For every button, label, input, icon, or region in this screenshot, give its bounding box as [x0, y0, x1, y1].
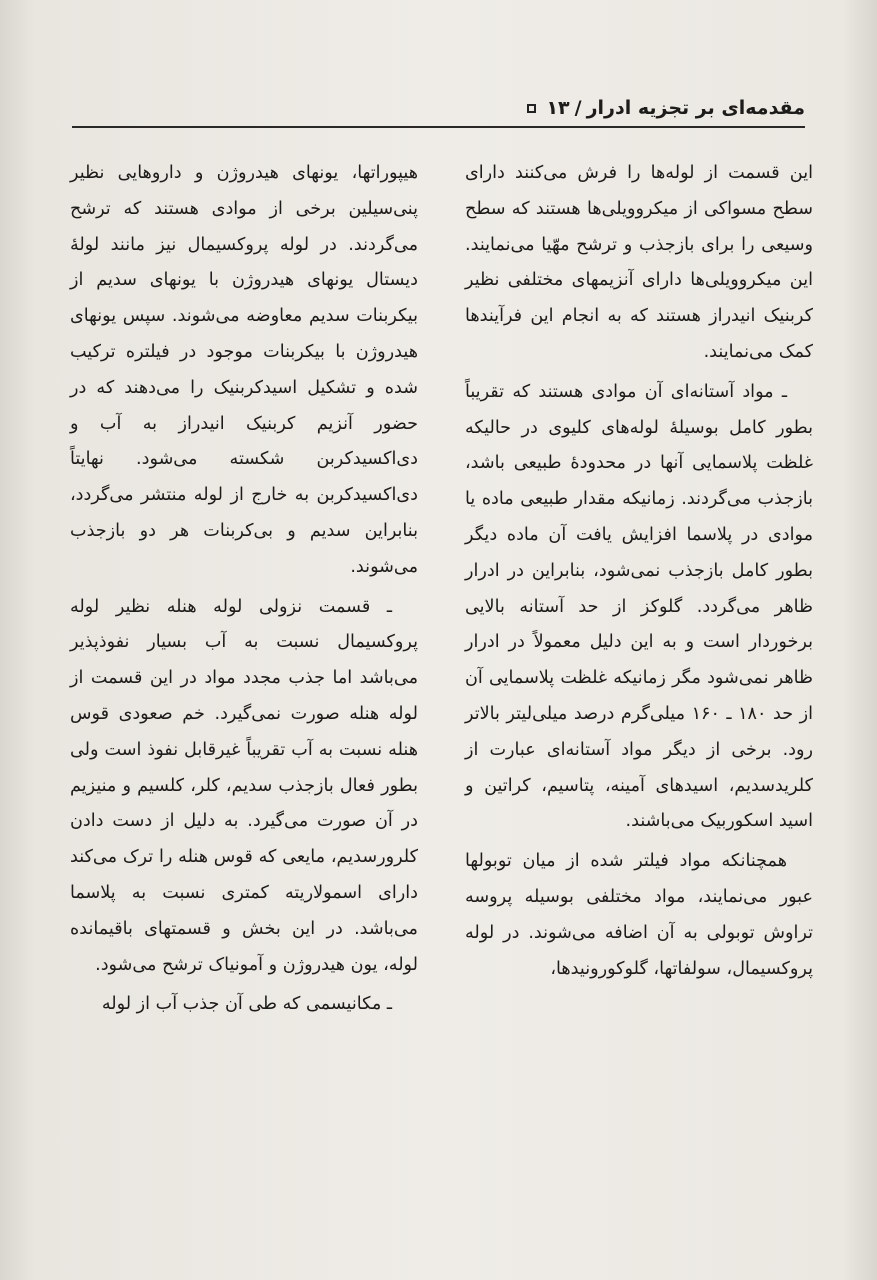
text-column-left — [70, 156, 418, 1023]
header-separator: / — [574, 97, 582, 119]
running-header-title: مقدمه‌ای بر تجزیه ادرار — [586, 97, 805, 119]
paragraph: ـ مواد آستانه‌ای آن موادی هستند که تقریباً بطور کامل بوسیلهٔ لوله‌های کلیوی در حالیکه غلظت پلاسمایی آنها در محدودهٔ طبیعی باشد، بازجذب می‌گردند. زمانیکه مقدار طبیعی ماده یا موادی در پلاسما افزایش یافت آن ماده دیگر بطور کامل بازجذب نمی‌شود، بنابراین در ادرار ظاهر می‌گردد. گلوکز از حد آستانه بالایی برخوردار است و به این دلیل معمولاً در ادرار ظاهر نمی‌شود مگر زمانیکه غلظت پلاسمایی آن از حد ۱۸۰ ـ ۱۶۰ میلی‌گرم درصد میلی‌لیتر بالاتر رود. برخی از دیگر مواد آستانه‌ای عبارت از کلریدسدیم، اسیدهای آمینه، پتاسیم، کراتین و اسید اسکوربیک می‌باشند. — [465, 381, 813, 832]
paragraph: همچنانکه مواد فیلتر شده از میان توبولها عبور می‌نمایند، مواد مختلفی بوسیله پروسه تراوش توبولی به آن اضافه می‌شوند. در لوله پروکسیمال، سولفاتها، گلوکورونیدها، — [465, 851, 813, 979]
running-header — [72, 90, 805, 126]
text-column-right — [465, 156, 813, 987]
paragraph: ـ قسمت نزولی لوله هنله نظیر لوله پروکسیمال نسبت به آب بسیار نفوذپذیر می‌باشد اما جذب مجدد مواد در این قسمت از لوله هنله صورت نمی‌گیرد. خم صعودی قوس هنله نسبت به آب تقریباً غیرقابل نفوذ است ولی بطور فعال بازجذب سدیم، کلر، کلسیم و منیزیم در آن صورت می‌گیرد. به دلیل از دست دادن کلرورسدیم، مایعی که قوس هنله را ترک می‌کند دارای اسمولاریته کمتری نسبت به پلاسما می‌باشد. در این بخش و قسمتهای باقیمانده لوله، یون هیدروژن و آمونیاک ترشح می‌شود. — [70, 596, 418, 975]
paragraph: این قسمت از لوله‌ها را فرش می‌کنند دارای سطح مسواکی از میکروویلی‌ها هستند که سطح وسیعی را برای بازجذب و ترشح مهّیا می‌نمایند. این میکروویلی‌ها دارای آنزیمهای مختلفی نظیر کربنیک انیدراز هستند که به انجام این فرآیندها کمک می‌نمایند. — [465, 163, 813, 362]
paragraph: هیپوراتها، یونهای هیدروژن و داروهایی نظیر پنی‌سیلین برخی از موادی هستند که ترشح می‌گردند. در لوله پروکسیمال نیز مانند لولهٔ دیستال یونهای هیدروژن با یونهای سدیم از بیکربنات سدیم معاوضه می‌شوند. سپس یونهای هیدروژن با بیکربنات موجود در فیلتره ترکیب شده و تشکیل اسیدکربنیک را می‌دهند که در حضور آنزیم کربنیک انیدراز به آب و دی‌اکسیدکربن شکسته می‌شود. نهایتاً دی‌اکسیدکربن به خارج از لوله منتشر می‌گردد، بنابراین سدیم و بی‌کربنات هر دو بازجذب می‌شوند. — [70, 163, 418, 577]
paragraph: ـ مکانیسمی که طی آن جذب آب از لوله — [101, 994, 392, 1015]
header-rule — [72, 126, 805, 128]
folio-square-icon — [527, 104, 536, 113]
page-number: ۱۳ — [546, 97, 570, 119]
